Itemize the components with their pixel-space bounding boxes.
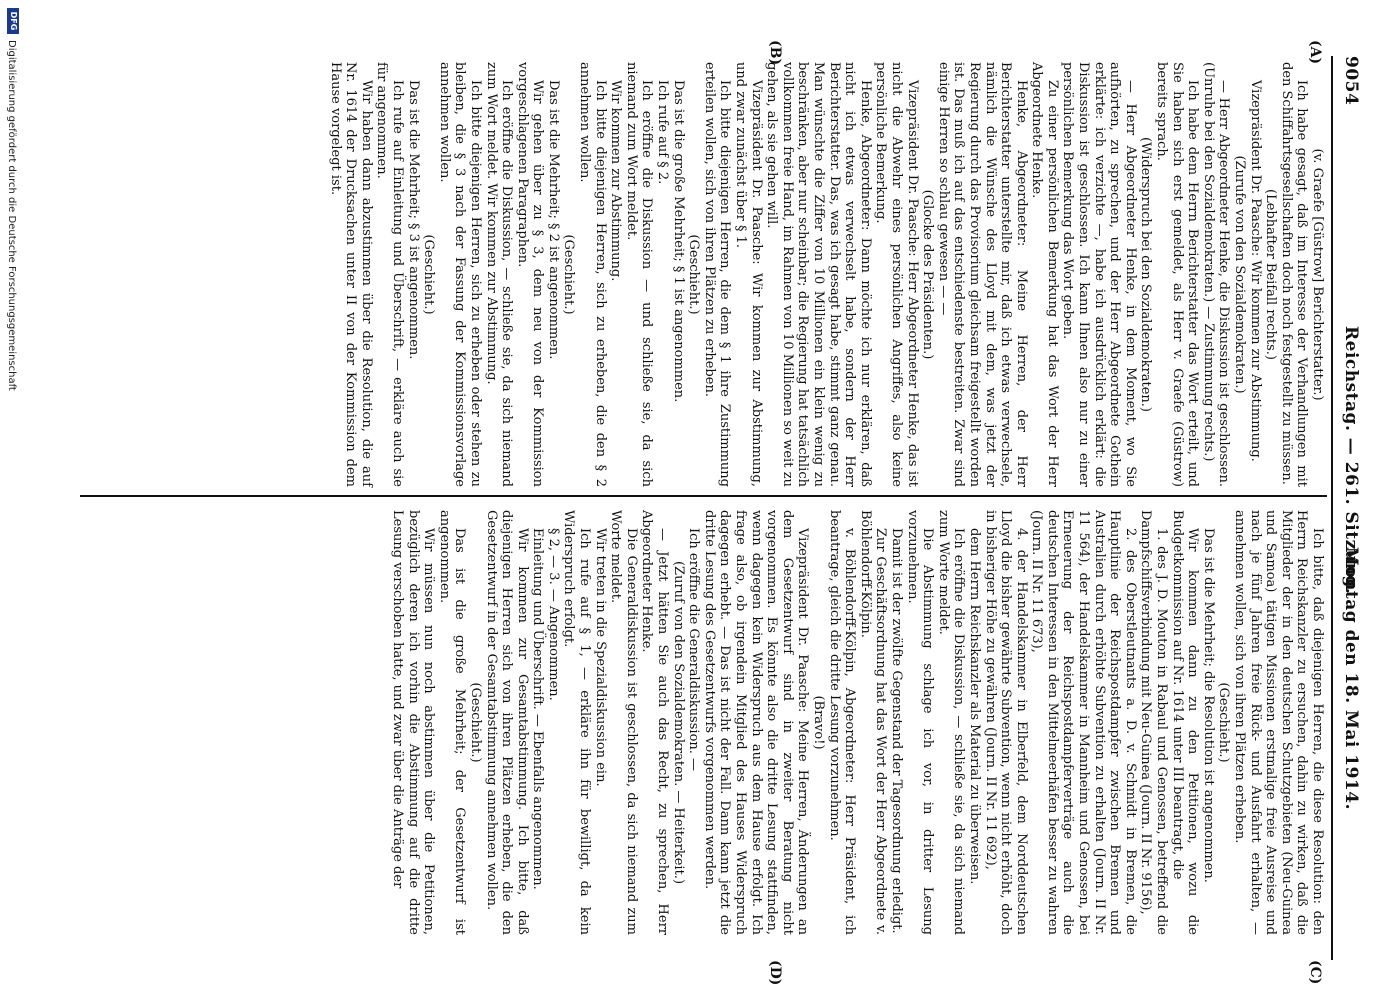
paragraph: Wir treten in die Spezialdiskussion ein. (592, 528, 608, 787)
header-title: Reichstag. — 261. Sitzung. (1341, 326, 1361, 595)
paragraph: (Lebhafter Beifall rechts.) (1263, 189, 1279, 360)
paragraph: Wir kommen zur Gesamtabstimmung. Ich bitte, daß diejenigen Herren sich von ihren Plätzen erheben, die den Gesetzentwurf in der Gesamtabstimmung annehmen wollen. (483, 510, 530, 935)
header-date: Montag den 18. Mai 1914. (1341, 546, 1361, 810)
paragraph: Das ist die große Mehrheit; der Gesetzentwurf ist angenommen. (436, 510, 468, 935)
paragraph: (Zurufe von den Sozialdemokraten.) (1232, 155, 1248, 394)
paragraph: Ich bitte diejenigen Herren, sich zu erheben, die den § 2 annehmen wollen. (577, 62, 608, 487)
paragraph: Das ist die Mehrheit; die Resolution ist angenommen. (1200, 528, 1216, 883)
paragraph: (v. Graefe [Güstrow] Berichterstatter.) (1310, 148, 1325, 401)
paragraph: dem Herrn Reichskanzler als Material zu überweisen. (966, 528, 982, 885)
paragraph: (Geschieht.) (421, 234, 437, 315)
paragraph: (Geschieht.) (686, 234, 702, 315)
dfg-logo: DFG (7, 8, 19, 34)
paragraph: Die Generaldiskussion ist geschlossen, da sich niemand zum Worte meldet. (608, 510, 639, 935)
paragraph: Ich rufe auf Einleitung und Überschrift, — erkläre auch sie für angenommen. (374, 62, 405, 487)
margin-mark-d: (D) (767, 960, 783, 986)
paragraph: Wir gehen über zu § 3, dem neu von der Kommission vorgeschlagenen Paragraphen. (514, 62, 546, 487)
paragraph: Ich bitte diejenigen Herren, sich zu erheben oder stehen zu bleiben, die § 3 nach der Fassung der Kommissionsvorlage annehmen wollen. (436, 62, 483, 487)
paragraph: (Geschieht.) (561, 234, 577, 315)
paragraph: (Geschieht.) (1216, 682, 1232, 763)
paragraph: Vizepräsident Dr. Paasche: Wir kommen zur Abstimmung, und zwar zunächst über § 1. (733, 62, 764, 487)
paragraph: Damit ist der zwölfte Gegenstand der Tagesordnung erledigt. (888, 528, 904, 934)
paragraph: (Bravo!) (811, 695, 826, 750)
paragraph: Wir kommen zur Abstimmung. (608, 80, 624, 282)
paragraph: — Herr Abgeordneter Henke, die Diskussion ist geschlossen. (Unruhe bei den Sozialdemokraten.) — Zustimmung rechts.) (1200, 62, 1232, 487)
paragraph: Ich habe dem Herrn Berichterstatter das Wort erteilt, und Sie haben sich erst gemeldet, als Herr v. Graefe (Güstrow) bereits sprach. (1154, 62, 1201, 487)
paragraph: Ich bitte, daß diejenigen Herren, die diese Resolution: den Herrn Reichskanzler zu ersuchen, dahin zu wirken, daß die Mitglieder der in den deutschen Schutzgebieten (Neu-Guinea und Samoa) tätigen Missionen erstmalige freie Ausreise und nach je fünf Jahren freie Rück- und Ausfahrt erhalten, — annehmen wollen, sich von ihren Plätzen erheben. (1232, 510, 1325, 935)
paragraph: 1. des J. D. Mouton in Rabaul und Genossen, betreffend die Dampfschiffsverbindung mit Neu-Guinea (Journ. II Nr. 9156), (1138, 510, 1170, 935)
margin-mark-b: (B) (767, 40, 783, 66)
paragraph: Henke, Abgeordneter: Dann möchte ich nur erklären, daß nicht ich etwas verwechselt habe, sondern der Herr Berichterstatter. Das, was ich gesagt habe, stimmt ganz genau. Man wünschte die Ziffer von 10 Millionen ein klein wenig zu beschränken, aber nur scheinbar; die Regierung hat tatsächlich vollkommen freie Hand, im Rahmen von 10 Millionen so weit zu gehen, als sie gehen will. (764, 62, 873, 487)
paragraph: Ich eröffne die Diskussion, — schließe sie, da sich niemand zum Wort meldet. Wir kommen zur Abstimmung. (483, 62, 515, 487)
paragraph: Ich habe gesagt, daß im Interesse der Verhandlungen mit den Schiffahrtsgesellschaften doch noch festgestellt zu müssen. (1278, 62, 1310, 487)
paragraph: v. Böhlendorff-Kölpin, Abgeordneter: Herr Präsident, ich beantrage, gleich die dritte Lesung vorzunehmen. (826, 510, 858, 935)
paragraph: (Widerspruch bei den Sozialdemokraten.) (1138, 137, 1154, 412)
paragraph: Vizepräsident Dr. Paasche: Meine Herren, Änderungen an dem Gesetzentwurf sind in zweiter Beratung nicht vorgenommen. Es könnte also die dritte Lesung stattfinden, wenn dagegen kein Widerspruch aus dem Hause erfolgt. Ich frage also, ob irgendein Mitglied des Hauses Widerspruch dagegen erhebt. — Das ist nicht der Fall. Dann kann jetzt die dritte Lesung des Gesetzentwurfs vorgenommen werden. (701, 510, 811, 935)
left-column (327, 62, 1325, 487)
paragraph: — Herr Abgeordneter Henke, in dem Moment, wo Sie aufhörten, zu sprechen, und der Herr Abgeordnete Gothein erklärte: ich verzichte —, habe ich ausdrücklich erklärt: die Diskussion ist geschlossen. Ich kann Ihnen also nur zu einer persönlichen Bemerkung das Wort geben. (1060, 62, 1138, 487)
paragraph: Ich bitte diejenigen Herren, die dem § 1 ihre Zustimmung erteilen wollen, sich von ihren Plätzen zu erheben. (701, 62, 733, 487)
paragraph: Das ist die große Mehrheit; § 1 ist angenommen. (670, 80, 686, 403)
paragraph: Zur Geschäftsordnung hat das Wort der Herr Abgeordnete v. Böhlendorff-Kölpin. (857, 510, 889, 935)
footer-text: Digitalisierung gefördert durch die Deutsche Forschungsgemeinschaft (6, 40, 17, 391)
paragraph: Einleitung und Überschrift. — Ebenfalls angenommen. (530, 528, 546, 890)
paragraph: Wir müssen nun noch abstimmen über die Petitionen, bezüglich deren ich vorhin die Abstimmung auf die dritte Lesung verschoben hatte, und zwar über die Anträge der (389, 510, 437, 935)
paragraph: Vizepräsident Dr. Paasche: Herr Abgeordneter Henke, das ist nicht die Abwehr eines persönlichen Angriffes, also keine persönliche Bemerkung. (873, 62, 920, 487)
paragraph: 4. der Handelskammer in Elberfeld, dem Norddeutschen Lloyd die bisher gewährte Subvention, wenn nicht erhöht, doch in bisheriger Höhe zu gewähren (Journ. II Nr. 11 692), (982, 510, 1029, 935)
paragraph: — Jetzt hätten Sie auch das Recht, zu sprechen, Herr Abgeordneter Henke. (639, 510, 671, 935)
paragraph: (Zuruf von den Sozialdemokraten. — Heiterkeit.) (670, 560, 686, 885)
paragraph: Zu einer persönlichen Bemerkung hat das Wort der Herr Abgeordnete Henke. (1029, 62, 1060, 487)
paragraph: Ich eröffne die Generaldiskussion. — (686, 528, 702, 772)
paragraph: Das ist die Mehrheit; § 2 ist angenommen. (545, 80, 561, 360)
paragraph: (Geschieht.) (467, 682, 483, 763)
paragraph: Wir kommen dann zu den Petitionen, wozu die Budgetkommission auf Nr. 1614 unter III beantragt, die (1169, 510, 1201, 935)
paragraph: (Glocke des Präsidenten.) (920, 189, 936, 360)
page-number: 9054 (1341, 56, 1361, 106)
paragraph: Ich eröffne die Diskussion, — schließe sie, da sich niemand zum Worte meldet. (935, 510, 967, 935)
paragraph: Die Abstimmung schlage ich vor, in dritter Lesung vorzunehmen. (904, 510, 936, 935)
header-rule (1331, 56, 1333, 960)
paragraph: § 2, — 3. — Angenommen. (545, 528, 561, 701)
paragraph: Ich rufe auf § 2. (655, 80, 671, 185)
paragraph: Ich eröffne die Diskussion — und schließe sie, da sich niemand zum Wort meldet. (623, 62, 655, 487)
column-divider (80, 495, 1327, 497)
paragraph: Das ist die Mehrheit; § 3 ist angenommen. (405, 80, 421, 360)
paragraph: Wir haben dann abzustimmen über die Resolution, die auf Nr. 1614 der Drucksachen unter II von der Kommission dem Hause vorgelegt ist. (327, 62, 374, 487)
paragraph: Henke, Abgeordneter: Meine Herren, der Herr Berichterstatter unterstellte mir, daß ich etwas verwechsele, nämlich die Wünsche des Lloyd mit dem, was jetzt der Regierung durch das Provisorium gleichsam freigestellt worden ist. Das muß ich auf das entschiedenste bestreiten. Zwar sind einige Herren so schlau gewesen — — (935, 62, 1029, 487)
footer (0, 0, 24, 1000)
running-header (1337, 56, 1361, 960)
paragraph: Ich rufe auf § 1, — erkläre ihn für bewilligt, da kein Widerspruch erfolgt. (561, 510, 593, 935)
margin-mark-c: (C) (1307, 960, 1323, 985)
right-column (389, 510, 1325, 935)
paragraph: Vizepräsident Dr. Paasche: Wir kommen zur Abstimmung. (1247, 80, 1263, 462)
paragraph: 2. des Oberstleutnants a. D. v. Schmidt in Bremen, die Hauptlinie der Reichspostdampfer zwischen Bremen und Australien durch erhöhte Subvention zu erhalten (Journ. II Nr. 11 564), der Handelskammer in Mannheim und Genossen, bei Erneuerung der Reichspostdampferverträge auch die deutschen Interessen in den Mittelmeerhäfen besser zu wahren (Journ. II Nr. 11 673), (1029, 510, 1138, 935)
margin-mark-a: (A) (1307, 40, 1323, 65)
